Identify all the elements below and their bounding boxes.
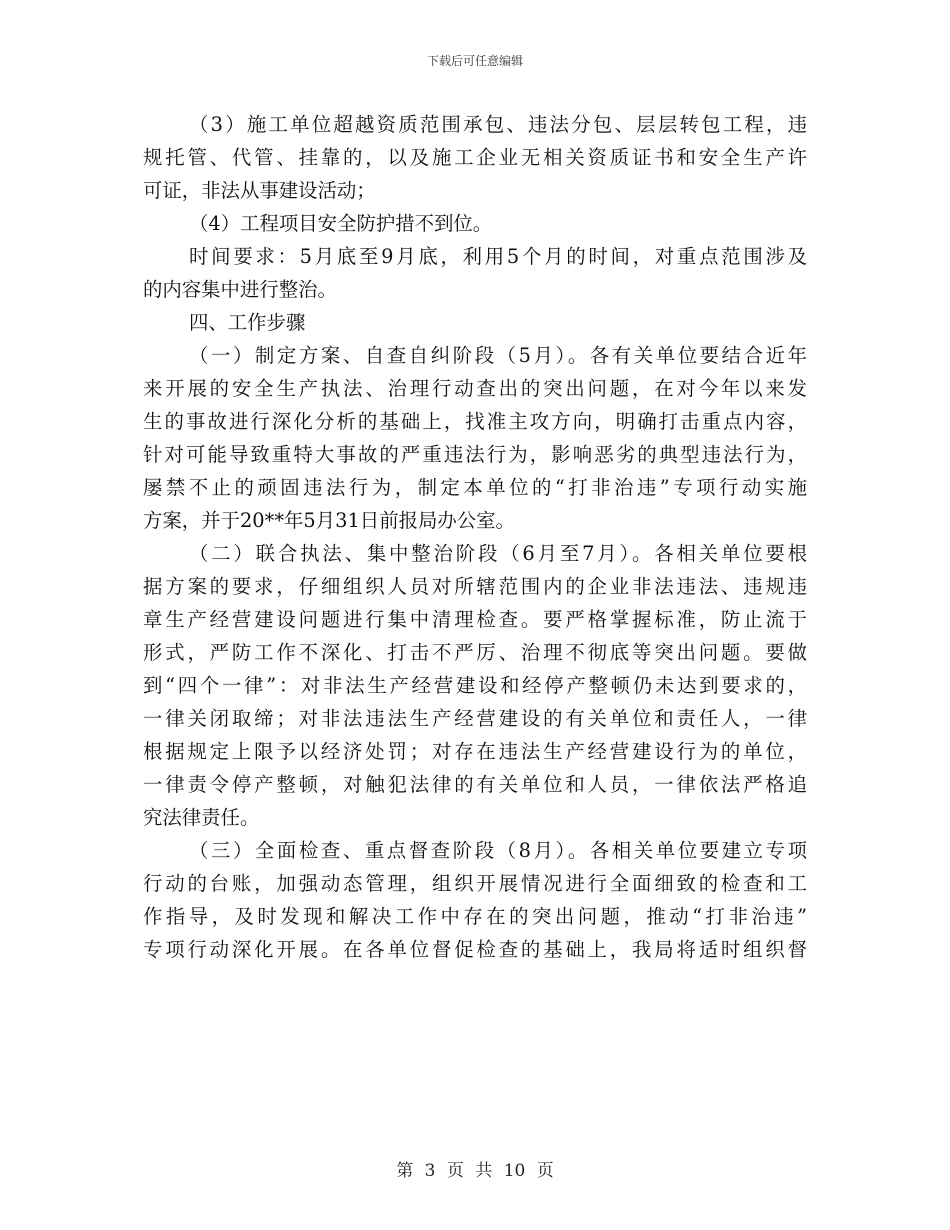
text-line: 四、工作步骤 xyxy=(189,311,306,334)
text-line: 方案，并于20**年5月31日前报局办公室。 xyxy=(143,509,515,532)
text-line: 根据规定上限予以经济处罚；对存在违法生产经营建设行为的单位， xyxy=(143,740,807,763)
text-line: 一律关闭取缔；对非法违法生产经营建设的有关单位和责任人，一律 xyxy=(143,707,807,730)
text-line: 的内容集中进行整治。 xyxy=(143,278,337,301)
text-line: 到“四个一律”：对非法生产经营建设和经停产整顿仍未达到要求的， xyxy=(143,674,807,697)
text-line: （一）制定方案、自查自纠阶段（5月）。各有关单位要结合近年 xyxy=(189,344,807,367)
text-line: 作指导，及时发现和解决工作中存在的突出问题，推动“打非治违” xyxy=(143,905,807,928)
text-line: （4）工程项目安全防护措不到位。 xyxy=(189,212,493,235)
text-line: 形式，严防工作不深化、打击不严厉、治理不彻底等突出问题。要做 xyxy=(143,641,807,664)
text-line: 来开展的安全生产执法、治理行动查出的突出问题，在对今年以来发 xyxy=(143,377,807,400)
page-header: 下载后可任意编辑 xyxy=(426,54,523,68)
text-line: 屡禁不止的顽固违法行为，制定本单位的“打非治违”专项行动实施 xyxy=(143,476,807,499)
text-line: 可证，非法从事建设活动； xyxy=(143,179,376,202)
text-line: （二）联合执法、集中整治阶段（6月至7月）。各相关单位要根 xyxy=(189,542,807,565)
text-line: 一律责令停产整顿，对触犯法律的有关单位和人员，一律依法严格追 xyxy=(143,773,807,796)
text-line: 规托管、代管、挂靠的，以及施工企业无相关资质证书和安全生产许 xyxy=(143,146,807,169)
text-line: 据方案的要求，仔细组织人员对所辖范围内的企业非法违法、违规违 xyxy=(143,575,807,598)
text-line: （三）全面检查、重点督查阶段（8月）。各相关单位要建立专项 xyxy=(189,839,807,862)
text-line: 章生产经营建设问题进行集中清理检查。要严格掌握标准，防止流于 xyxy=(143,608,807,631)
text-line: 专项行动深化开展。在各单位督促检查的基础上，我局将适时组织督 xyxy=(143,938,807,961)
text-line: 究法律责任。 xyxy=(143,806,260,829)
text-line: 时间要求：5月底至9月底，利用5个月的时间，对重点范围涉及 xyxy=(189,245,807,268)
document-body xyxy=(143,108,807,966)
text-line: （3）施工单位超越资质范围承包、违法分包、层层转包工程，违 xyxy=(189,113,807,136)
text-line: 生的事故进行深化分析的基础上，找准主攻方向，明确打击重点内容， xyxy=(143,410,807,433)
page-number: 第 3 页 共 10 页 xyxy=(396,1161,554,1181)
text-line: 针对可能导致重特大事故的严重违法行为，影响恶劣的典型违法行为， xyxy=(143,443,807,466)
text-line: 行动的台账，加强动态管理，组织开展情况进行全面细致的检查和工 xyxy=(143,872,807,895)
